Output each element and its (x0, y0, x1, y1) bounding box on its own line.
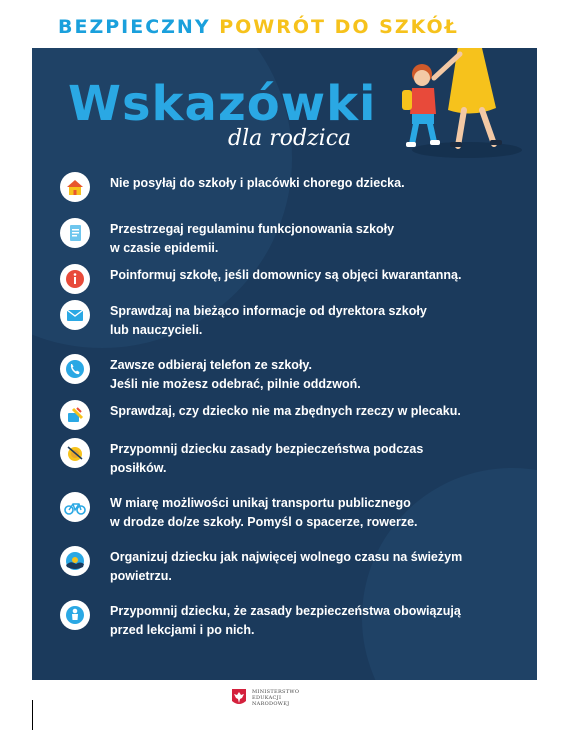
list-item (58, 300, 518, 344)
top-banner (32, 8, 537, 48)
tip-text: Zawsze odbieraj telefon ze szkoły. Jeśli nie możesz odebrać, pilnie oddzwoń. (110, 358, 361, 391)
tip-text: W miarę możliwości unikaj transportu publicznego w drodze do/ze szkoły. Pomyśl o spacerze, rowerze. (110, 496, 418, 529)
child-icon (60, 600, 90, 630)
tip-text: Poinformuj szkołę, jeśli domownicy są objęci kwarantanną. (110, 268, 462, 282)
content-panel (32, 48, 537, 680)
tip-text: Organizuj dziecku jak najwięcej wolnego czasu na świeżym powietrzu. (110, 550, 463, 583)
list-item (58, 600, 518, 644)
campaign-title-part2: POWRÓT DO SZKÓŁ (219, 16, 459, 38)
info-icon (60, 264, 90, 294)
phone-icon (60, 354, 90, 384)
campaign-title-part1: BEZPIECZNY (58, 16, 211, 38)
list-item (58, 354, 518, 398)
eagle-emblem-icon (232, 689, 246, 707)
tip-text: Sprawdzaj na bieżąco informacje od dyrektora szkoły lub nauczycieli. (110, 304, 427, 337)
list-item (58, 172, 518, 216)
landscape-icon (60, 546, 90, 576)
document-icon (60, 218, 90, 248)
page-title: Wskazówki (68, 76, 377, 132)
footer (32, 680, 537, 716)
left-edge-line (32, 700, 33, 730)
bicycle-icon (60, 492, 90, 522)
page-subtitle: dla rodzica (228, 126, 352, 151)
list-item (58, 492, 518, 536)
tip-text: Przestrzegaj regulaminu funkcjonowania szkoły w czasie epidemii. (110, 222, 395, 255)
list-item (58, 218, 518, 262)
tip-text: Przypomnij dziecku zasady bezpieczeństwa podczas posiłków. (110, 442, 424, 475)
meal-icon (60, 438, 90, 468)
tip-text: Przypomnij dziecku, że zasady bezpieczeństwa obowiązują przed lekcjami i po nich. (110, 604, 461, 637)
tip-text: Nie posyłaj do szkoły i placówki chorego dziecka. (110, 176, 405, 190)
tip-text: Sprawdzaj, czy dziecko nie ma zbędnych rzeczy w plecaku. (110, 404, 461, 418)
parent-child-illustration (362, 48, 537, 163)
school-supplies-icon (60, 400, 90, 430)
campaign-title (58, 16, 459, 38)
list-item (58, 546, 518, 590)
poster (32, 8, 537, 716)
house-icon (60, 172, 90, 202)
ministry-name: MINISTERSTWO EDUKACJI NARODOWEJ (252, 689, 300, 707)
envelope-icon (60, 300, 90, 330)
list-item (58, 438, 518, 482)
